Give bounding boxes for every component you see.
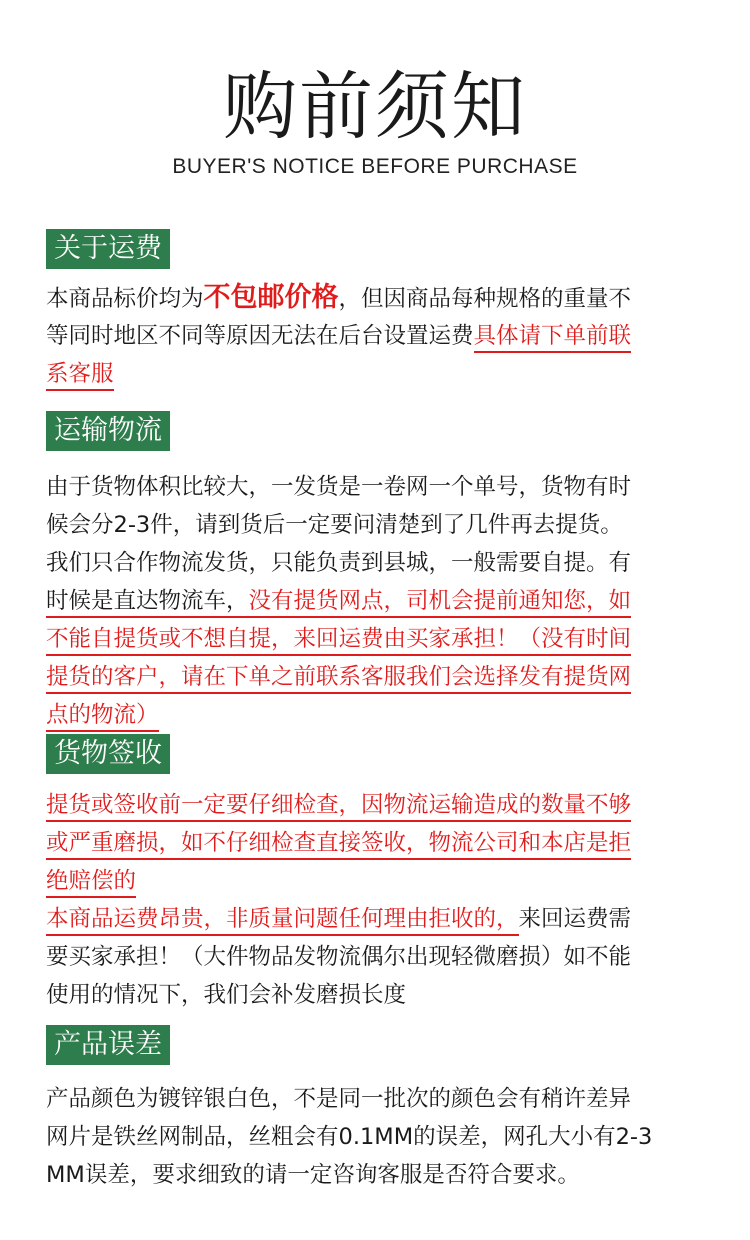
underlined-text: 时候是直达物流车， bbox=[46, 588, 249, 618]
page-title: 购前须知 bbox=[223, 64, 527, 150]
underlined-warning: 具体请下单前联 bbox=[474, 323, 632, 353]
text-run: 网片是铁丝网制品，丝粗会有0.1MM的误差，网孔大小有2-3 bbox=[46, 1124, 653, 1150]
text-line bbox=[46, 1118, 718, 1156]
section-heading-shipping-fee: 关于运费 bbox=[46, 229, 170, 269]
text-line bbox=[46, 355, 718, 393]
page-subtitle: BUYER'S NOTICE BEFORE PURCHASE bbox=[172, 155, 578, 178]
text-run: 使用的情况下，我们会补发磨损长度 bbox=[46, 982, 407, 1008]
text-run: 等同时地区不同等原因无法在后台设置运费 bbox=[46, 323, 474, 349]
section-body-logistics bbox=[46, 468, 718, 734]
section-heading-product-tolerance: 产品误差 bbox=[46, 1025, 170, 1065]
highlight-text: 不包邮价格 bbox=[203, 282, 339, 313]
text-run: MM误差，要求细致的请一定咨询客服是否符合要求。 bbox=[46, 1162, 580, 1188]
text-run: ，但因商品每种规格的重量不 bbox=[338, 286, 632, 312]
text-line bbox=[46, 824, 718, 862]
text-line bbox=[46, 506, 718, 544]
underlined-warning: 或严重磨损，如不仔细检查直接签收，物流公司和本店是拒 bbox=[46, 830, 631, 860]
text-run: 由于货物体积比较大，一发货是一卷网一个单号，货物有时 bbox=[46, 474, 632, 500]
text-line bbox=[46, 468, 718, 506]
text-line bbox=[46, 1080, 718, 1118]
underlined-warning: 提货或签收前一定要仔细检查，因物流运输造成的数量不够 bbox=[46, 792, 631, 822]
text-line bbox=[46, 279, 718, 317]
text-line bbox=[46, 696, 718, 734]
text-line bbox=[46, 938, 718, 976]
text-line bbox=[46, 620, 718, 658]
underlined-warning: 点的物流） bbox=[46, 702, 159, 732]
text-run: 要买家承担！（大件物品发物流偶尔出现轻微磨损）如不能 bbox=[46, 944, 632, 970]
text-line bbox=[46, 786, 718, 824]
underlined-warning: 不能自提货或不想自提，来回运费由买家承担！（没有时间 bbox=[46, 626, 631, 656]
underlined-warning: 系客服 bbox=[46, 361, 114, 391]
underlined-warning: 本商品运费昂贵，非质量问题任何理由拒收的， bbox=[46, 906, 519, 936]
section-heading-receipt: 货物签收 bbox=[46, 734, 170, 774]
section-body-product-tolerance bbox=[46, 1080, 718, 1194]
section-body-receipt bbox=[46, 786, 718, 1014]
text-line bbox=[46, 658, 718, 696]
text-line bbox=[46, 1156, 718, 1194]
section-heading-logistics: 运输物流 bbox=[46, 411, 170, 451]
underlined-warning: 绝赔偿的 bbox=[46, 868, 136, 898]
text-line bbox=[46, 582, 718, 620]
text-line bbox=[46, 900, 718, 938]
text-run: 产品颜色为镀锌银白色，不是同一批次的颜色会有稍许差异 bbox=[46, 1086, 632, 1112]
text-line bbox=[46, 317, 718, 355]
text-line bbox=[46, 862, 718, 900]
text-run: 本商品标价均为 bbox=[46, 286, 204, 312]
text-run: 候会分2-3件，请到货后一定要问清楚到了几件再去提货。 bbox=[46, 512, 623, 538]
underlined-warning: 提货的客户，请在下单之前联系客服我们会选择发有提货网 bbox=[46, 664, 631, 694]
text-line bbox=[46, 544, 718, 582]
section-body-shipping-fee bbox=[46, 279, 718, 393]
text-line bbox=[46, 976, 718, 1014]
text-run: 来回运费需 bbox=[518, 906, 632, 932]
text-run: 我们只合作物流发货，只能负责到县城，一般需要自提。有 bbox=[46, 550, 632, 576]
underlined-warning: 没有提货网点，司机会提前通知您，如 bbox=[249, 588, 632, 618]
